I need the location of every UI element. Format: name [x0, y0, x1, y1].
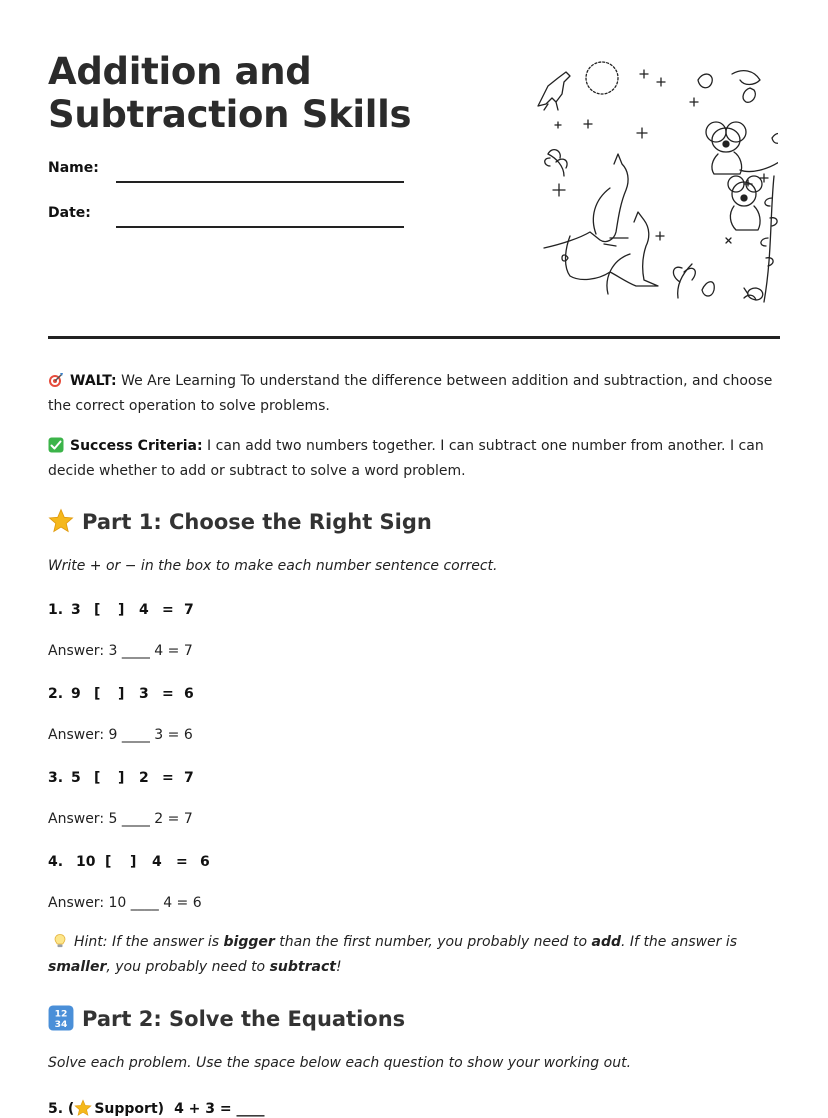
australian-animals-illustration [518, 58, 778, 310]
success-criteria-text: I can add two numbers together. I can subtract one number from another. I can decide whether to add or subtract to solve a word problem. [48, 438, 764, 479]
star-icon [48, 508, 74, 534]
kangaroo-drawing-1 [544, 154, 628, 248]
name-label: Name: [48, 160, 99, 176]
plant-drawing [673, 264, 756, 300]
circle-stamp [586, 62, 618, 94]
answer-line-2[interactable]: Answer: 9 ____ 3 = 6 [48, 727, 193, 743]
part1-instruction: Write + or − in the box to make each number sentence correct. [48, 558, 498, 574]
question-5: 5. ( Support) 4 + 3 = ____ [48, 1101, 265, 1117]
answer-line-1[interactable]: Answer: 3 ____ 4 = 7 [48, 643, 193, 659]
check-box-icon [48, 437, 64, 453]
worksheet-title [48, 50, 468, 136]
part2-instruction: Solve each problem. Use the space below each question to show your working out. [48, 1055, 632, 1071]
name-field[interactable] [48, 160, 408, 184]
name-line[interactable] [116, 181, 404, 183]
question-2: 2. 9 [ ] 3 = 6 [48, 686, 194, 702]
star-icon [74, 1099, 92, 1117]
plus-signs [553, 70, 768, 240]
numbers-icon [48, 1005, 74, 1031]
target-icon [48, 372, 64, 388]
dog-drawing [538, 72, 570, 110]
question-1: 1. 3 [ ] 4 = 7 [48, 602, 194, 618]
koala-drawing-1 [706, 122, 778, 174]
fern-drawing [545, 150, 567, 176]
kangaroo-drawing-2 [562, 212, 658, 294]
title-line-1: Addition and [48, 50, 312, 93]
question-4: 4. 10 [ ] 4 = 6 [48, 854, 210, 870]
date-line[interactable] [116, 226, 404, 228]
success-criteria-paragraph [48, 434, 780, 484]
worksheet-header [48, 50, 780, 312]
hint-paragraph: Hint: If the answer is bigger than the first number, you probably need to add. If the answer is smaller, you probably need to subtract! [48, 934, 738, 975]
walt-label: WALT: [70, 373, 117, 389]
answer-line-3[interactable]: Answer: 5 ____ 2 = 7 [48, 811, 193, 827]
lightbulb-icon [52, 933, 68, 949]
walt-paragraph [48, 369, 780, 419]
question-3: 3. 5 [ ] 2 = 7 [48, 770, 194, 786]
part2-heading [48, 1005, 405, 1033]
koala-drawing-2 [728, 176, 762, 230]
part1-heading-text: Part 1: Choose the Right Sign [82, 510, 432, 534]
small-x-mark [726, 238, 731, 243]
answer-line-4[interactable]: Answer: 10 ____ 4 = 6 [48, 895, 202, 911]
part1-heading [48, 508, 432, 536]
date-field[interactable] [48, 205, 408, 229]
walt-text: We Are Learning To understand the difference between addition and subtraction, and choose the correct operation to solve problems. [48, 373, 773, 414]
date-label: Date: [48, 205, 91, 221]
header-divider [48, 336, 780, 339]
svg-text:12: 12 [54, 1008, 68, 1020]
title-line-2: Subtraction Skills [48, 93, 412, 136]
svg-text:34: 34 [54, 1019, 68, 1031]
vine-drawing [748, 176, 777, 302]
leaf-drawing [698, 71, 760, 103]
success-criteria-label: Success Criteria: [70, 438, 203, 454]
part2-heading-text: Part 2: Solve the Equations [82, 1007, 406, 1031]
